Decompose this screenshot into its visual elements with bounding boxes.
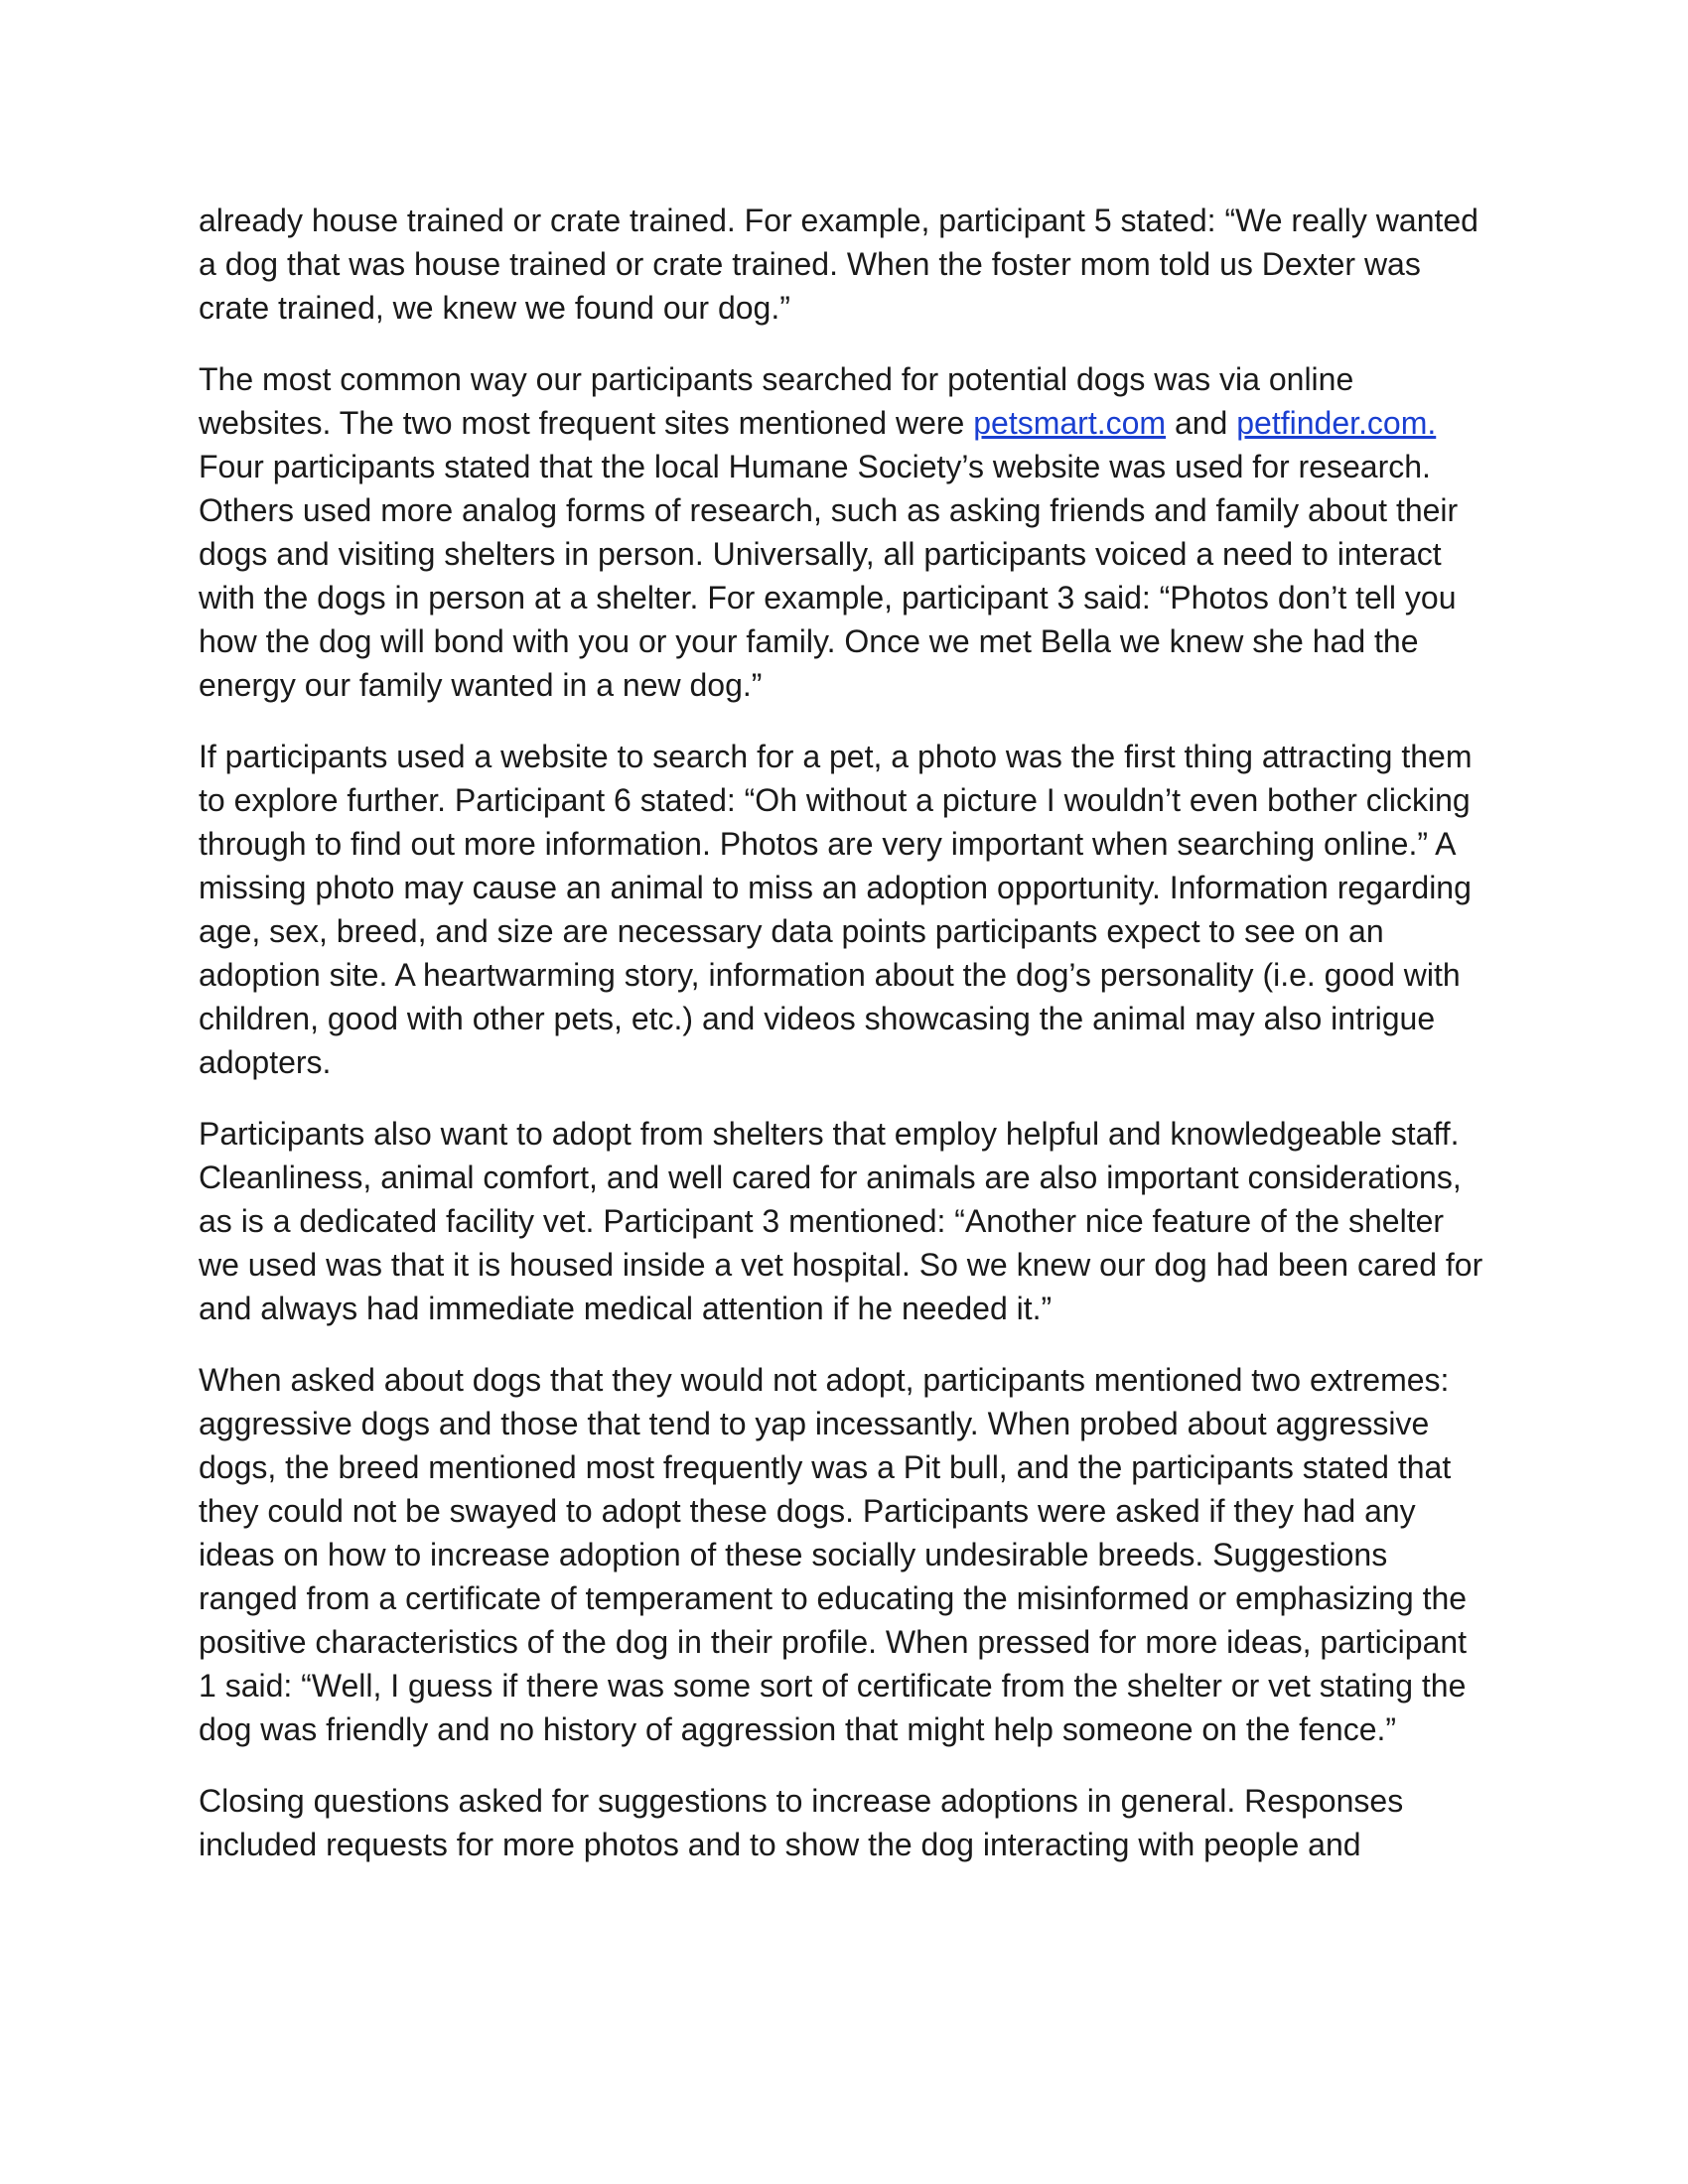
document-body [199,199,1489,1894]
paragraph-online-search [199,357,1489,707]
paragraph-photos: If participants used a website to search for a pet, a photo was the first thing attracting them to explore further. Participant 6 stated: “Oh without a picture I wouldn’t even bother clicking through to find out more information. Photos are very important when searching online.” A missing photo may cause an animal to miss an adoption opportunity. Information regarding age, sex, breed, and size are necessary data points participants expect to see on an adoption site. A heartwarming story, information about the dog’s personality (i.e. good with children, good with other pets, etc.) and videos showcasing the animal may also intrigue adopters. [199,739,1473,1080]
paragraph-house-trained: already house trained or crate trained. For example, participant 5 stated: “We really wanted a dog that was house trained or crate trained. When the foster mom told us Dexter was crate trained, we knew we found our dog.” [199,203,1478,326]
petfinder-link[interactable]: petfinder.com. [1236,405,1437,441]
paragraph-text-segment: and [1166,405,1237,441]
paragraph-closing-questions: Closing questions asked for suggestions to increase adoptions in general. Responses included requests for more photos and to show the dog interacting with people and [199,1783,1404,1862]
paragraph-shelter-staff: Participants also want to adopt from shelters that employ helpful and knowledgeable staff. Cleanliness, animal comfort, and well cared for animals are also important considerations, as is a dedicated facility vet. Participant 3 mentioned: “Another nice feature of the shelter we used was that it is housed inside a vet hospital. So we knew our dog had been cared for and always had immediate medical attention if he needed it.” [199,1116,1483,1326]
paragraph-text-segment: Four participants stated that the local Humane Society’s website was used for research. Others used more analog forms of research, such as asking friends and family about their dogs and visiting shelters in person. Universally, all participants voiced a need to interact with the dogs in person at a shelter. For example, participant 3 said: “Photos don’t tell you how the dog will bond with you or your family. Once we met Bella we knew she had the energy our family wanted in a new dog.” [199,449,1459,703]
paragraph-text-segment: The most common way our participants searched for potential dogs was via online websites. The two most frequent sites mentioned were [199,361,1354,441]
petsmart-link[interactable]: petsmart.com [973,405,1167,441]
paragraph-aggressive-dogs: When asked about dogs that they would not adopt, participants mentioned two extremes: aggressive dogs and those that tend to yap incessantly. When probed about aggressive dogs, the breed mentioned most frequently was a Pit bull, and the participants stated that they could not be swayed to adopt these dogs. Participants were asked if they had any ideas on how to increase adoption of these socially undesirable breeds. Suggestions ranged from a certificate of temperament to educating the misinformed or emphasizing the positive characteristics of the dog in their profile. When pressed for more ideas, participant 1 said: “Well, I guess if there was some sort of certificate from the shelter or vet stating the dog was friendly and no history of aggression that might help someone on the fence.” [199,1362,1468,1747]
